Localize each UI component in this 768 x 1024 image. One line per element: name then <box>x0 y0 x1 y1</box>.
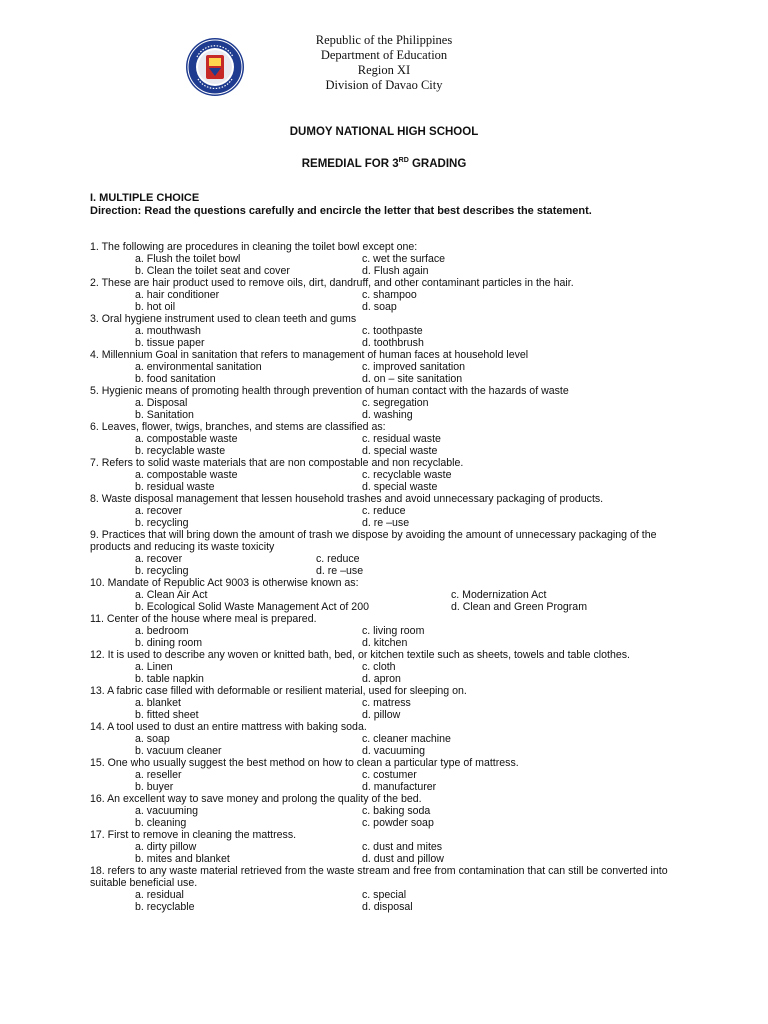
letterhead <box>0 33 768 93</box>
answer-choices <box>90 397 690 421</box>
school-name: DUMOY NATIONAL HIGH SCHOOL <box>289 126 479 138</box>
question-item <box>90 421 690 457</box>
answer-choice[interactable]: c. improved sanitation <box>362 361 466 373</box>
answer-choice[interactable]: d. vacuuming <box>362 745 426 757</box>
answer-choice[interactable]: c. toothpaste <box>362 325 423 337</box>
answer-choices <box>90 325 690 349</box>
answer-choice[interactable]: b. mites and blanket <box>135 853 230 865</box>
question-text: 9. Practices that will bring down the amount of trash we dispose by avoiding the amount of unnecessary packaging of the products and reducing its waste toxicity <box>90 529 657 553</box>
question-item <box>90 349 690 385</box>
question-text: 17. First to remove in cleaning the mattress. <box>90 829 297 841</box>
section-heading: I. MULTIPLE CHOICE <box>90 192 200 204</box>
answer-choices <box>90 361 690 385</box>
answer-choice[interactable]: b. cleaning <box>135 817 187 829</box>
question-text: 4. Millennium Goal in sanitation that refers to management of human faces at household level <box>90 349 529 361</box>
answer-choices <box>90 253 690 277</box>
answer-choice[interactable]: d. Flush again <box>362 265 429 277</box>
answer-choices <box>90 889 690 913</box>
answer-choices <box>90 433 690 457</box>
question-item <box>90 649 690 685</box>
answer-choice[interactable]: c. recyclable waste <box>362 469 452 481</box>
answer-choice[interactable]: c. powder soap <box>362 817 434 829</box>
answer-choice[interactable]: b. vacuum cleaner <box>135 745 222 757</box>
answer-choice[interactable]: d. washing <box>362 409 413 421</box>
answer-choice[interactable]: b. Sanitation <box>135 409 194 421</box>
question-text: 13. A fabric case filled with deformable or resilient material, used for sleeping on. <box>90 685 467 697</box>
answer-choice[interactable]: a. dirty pillow <box>135 841 197 853</box>
answer-choice[interactable]: a. residual <box>135 889 184 901</box>
answer-choice[interactable]: a. recover <box>135 505 183 517</box>
answer-choice[interactable]: d. re –use <box>362 517 410 529</box>
question-item <box>90 757 690 793</box>
question-item <box>90 385 690 421</box>
answer-choice[interactable]: b. Clean the toilet seat and cover <box>135 265 290 277</box>
answer-choice[interactable]: b. dining room <box>135 637 203 649</box>
answer-choices <box>90 805 690 829</box>
question-text: 12. It is used to describe any woven or knitted bath, bed, or kitchen textile such as sheets, towels and table clothes. <box>90 649 631 661</box>
answer-choices <box>90 661 690 685</box>
answer-choice[interactable]: a. hair conditioner <box>135 289 220 301</box>
letterhead-line: Division of Davao City <box>325 78 443 92</box>
answer-choice[interactable]: b. fitted sheet <box>135 709 199 721</box>
question-item <box>90 241 690 277</box>
answer-choice[interactable]: c. reduce <box>362 505 406 517</box>
question-item <box>90 685 690 721</box>
answer-choice[interactable]: b. tissue paper <box>135 337 205 349</box>
answer-choice[interactable]: d. manufacturer <box>362 781 437 793</box>
answer-choice[interactable]: d. disposal <box>362 901 413 913</box>
section-header <box>90 192 690 218</box>
answer-choice[interactable]: a. blanket <box>135 697 181 709</box>
question-text: 11. Center of the house where meal is prepared. <box>90 613 317 625</box>
answer-choice[interactable]: b. buyer <box>135 781 174 793</box>
question-text: 2. These are hair product used to remove oils, dirt, dandruff, and other contaminant particles in the hair. <box>90 277 574 289</box>
title-prefix: REMEDIAL FOR 3 <box>301 157 399 170</box>
answer-choice[interactable]: b. recyclable waste <box>135 445 226 457</box>
answer-choice[interactable]: c. segregation <box>362 397 429 409</box>
answer-choice[interactable]: d. re –use <box>316 565 364 577</box>
question-item <box>90 865 690 913</box>
answer-choice[interactable]: a. Linen <box>135 661 173 673</box>
answer-choice[interactable]: a. compostable waste <box>135 469 238 481</box>
answer-choice[interactable]: c. baking soda <box>362 805 431 817</box>
answer-choice[interactable]: b. food sanitation <box>135 373 216 385</box>
answer-choice[interactable]: d. Clean and Green Program <box>451 601 588 613</box>
answer-choices <box>90 841 690 865</box>
answer-choice[interactable]: c. cleaner machine <box>362 733 451 745</box>
question-list <box>90 241 690 913</box>
question-text: 10. Mandate of Republic Act 9003 is otherwise known as: <box>90 577 359 589</box>
answer-choice[interactable]: d. pillow <box>362 709 401 721</box>
answer-choice[interactable]: a. recover <box>135 553 183 565</box>
question-text: 14. A tool used to dust an entire mattress with baking soda. <box>90 721 367 733</box>
answer-choice[interactable]: c. residual waste <box>362 433 441 445</box>
question-item <box>90 529 690 577</box>
answer-choice[interactable]: c. reduce <box>316 553 360 565</box>
answer-choice[interactable]: c. wet the surface <box>362 253 446 265</box>
question-item <box>90 721 690 757</box>
answer-choices <box>90 769 690 793</box>
answer-choice[interactable]: b. recyclable <box>135 901 195 913</box>
answer-choices <box>90 625 690 649</box>
answer-choices <box>90 505 690 529</box>
answer-choice[interactable]: a. vacuuming <box>135 805 199 817</box>
question-text: 1. The following are procedures in cleaning the toilet bowl except one: <box>90 241 418 253</box>
question-item <box>90 613 690 649</box>
answer-choice[interactable]: a. reseller <box>135 769 182 781</box>
answer-choices <box>90 469 690 493</box>
answer-choice[interactable]: c. costumer <box>362 769 417 781</box>
question-item <box>90 313 690 349</box>
answer-choice[interactable]: d. kitchen <box>362 637 408 649</box>
question-item <box>90 829 690 865</box>
answer-choice[interactable]: a. Flush the toilet bowl <box>135 253 241 265</box>
answer-choice[interactable]: a. bedroom <box>135 625 189 637</box>
answer-choice[interactable]: b. recycling <box>135 517 189 529</box>
answer-choices <box>90 697 690 721</box>
answer-choice[interactable]: d. dust and pillow <box>362 853 444 865</box>
answer-choice[interactable]: b. residual waste <box>135 481 215 493</box>
answer-choice[interactable]: a. Disposal <box>135 397 188 409</box>
question-text: 7. Refers to solid waste materials that are non compostable and non recyclable. <box>90 457 464 469</box>
answer-choice[interactable]: c. dust and mites <box>362 841 443 853</box>
question-text: 16. An excellent way to save money and prolong the quality of the bed. <box>90 793 422 805</box>
answer-choice[interactable]: b. table napkin <box>135 673 204 685</box>
question-text: 18. refers to any waste material retrieved from the waste stream and free from contamination that can still be converted into suitable beneficial use. <box>90 865 668 889</box>
question-item <box>90 457 690 493</box>
answer-choice[interactable]: b. hot oil <box>135 301 176 313</box>
answer-choice[interactable]: d. special waste <box>362 481 438 493</box>
answer-choice[interactable]: d. on – site sanitation <box>362 373 463 385</box>
question-text: 8. Waste disposal management that lessen household trashes and avoid unnecessary packaging of products. <box>90 493 604 505</box>
question-text: 3. Oral hygiene instrument used to clean teeth and gums <box>90 313 357 325</box>
question-text: 15. One who usually suggest the best method on how to clean a particular type of mattress. <box>90 757 519 769</box>
question-text: 6. Leaves, flower, twigs, branches, and stems are classified as: <box>90 421 386 433</box>
answer-choice[interactable]: c. matress <box>362 697 411 709</box>
question-item <box>90 793 690 829</box>
answer-choice[interactable]: b. recycling <box>135 565 189 577</box>
answer-choice[interactable]: b. Ecological Solid Waste Management Act of 200 <box>135 601 369 613</box>
answer-choice[interactable]: d. toothbrush <box>362 337 424 349</box>
answer-choice[interactable]: d. special waste <box>362 445 438 457</box>
answer-choice[interactable]: a. Clean Air Act <box>135 589 208 601</box>
answer-choice[interactable]: c. living room <box>362 625 425 637</box>
question-item <box>90 577 690 613</box>
answer-choice[interactable]: a. mouthwash <box>135 325 201 337</box>
letterhead-line: Region XI <box>357 63 411 77</box>
letterhead-line: Department of Education <box>320 48 448 62</box>
question-text: 5. Hygienic means of promoting health through prevention of human contact with the hazards of waste <box>90 385 569 397</box>
letterhead-line: Republic of the Philippines <box>315 33 453 47</box>
answer-choice[interactable]: a. compostable waste <box>135 433 238 445</box>
answer-choice[interactable]: a. soap <box>135 733 170 745</box>
answer-choice[interactable]: d. apron <box>362 673 401 685</box>
answer-choices <box>90 589 690 613</box>
answer-choices <box>90 289 690 313</box>
answer-choice[interactable]: a. environmental sanitation <box>135 361 262 373</box>
document-title <box>0 157 768 170</box>
answer-choice[interactable]: c. Modernization Act <box>451 589 547 601</box>
answer-choice[interactable]: c. shampoo <box>362 289 417 301</box>
title-suffix: GRADING <box>408 157 467 170</box>
answer-choice[interactable]: c. cloth <box>362 661 396 673</box>
answer-choice[interactable]: c. special <box>362 889 407 901</box>
answer-choices <box>90 553 690 577</box>
question-item <box>90 277 690 313</box>
answer-choice[interactable]: d. soap <box>362 301 397 313</box>
question-item <box>90 493 690 529</box>
title-superscript: RD <box>398 157 409 164</box>
section-direction: Direction: Read the questions carefully and encircle the letter that best describes the statement. <box>90 205 592 217</box>
answer-choices <box>90 733 690 757</box>
